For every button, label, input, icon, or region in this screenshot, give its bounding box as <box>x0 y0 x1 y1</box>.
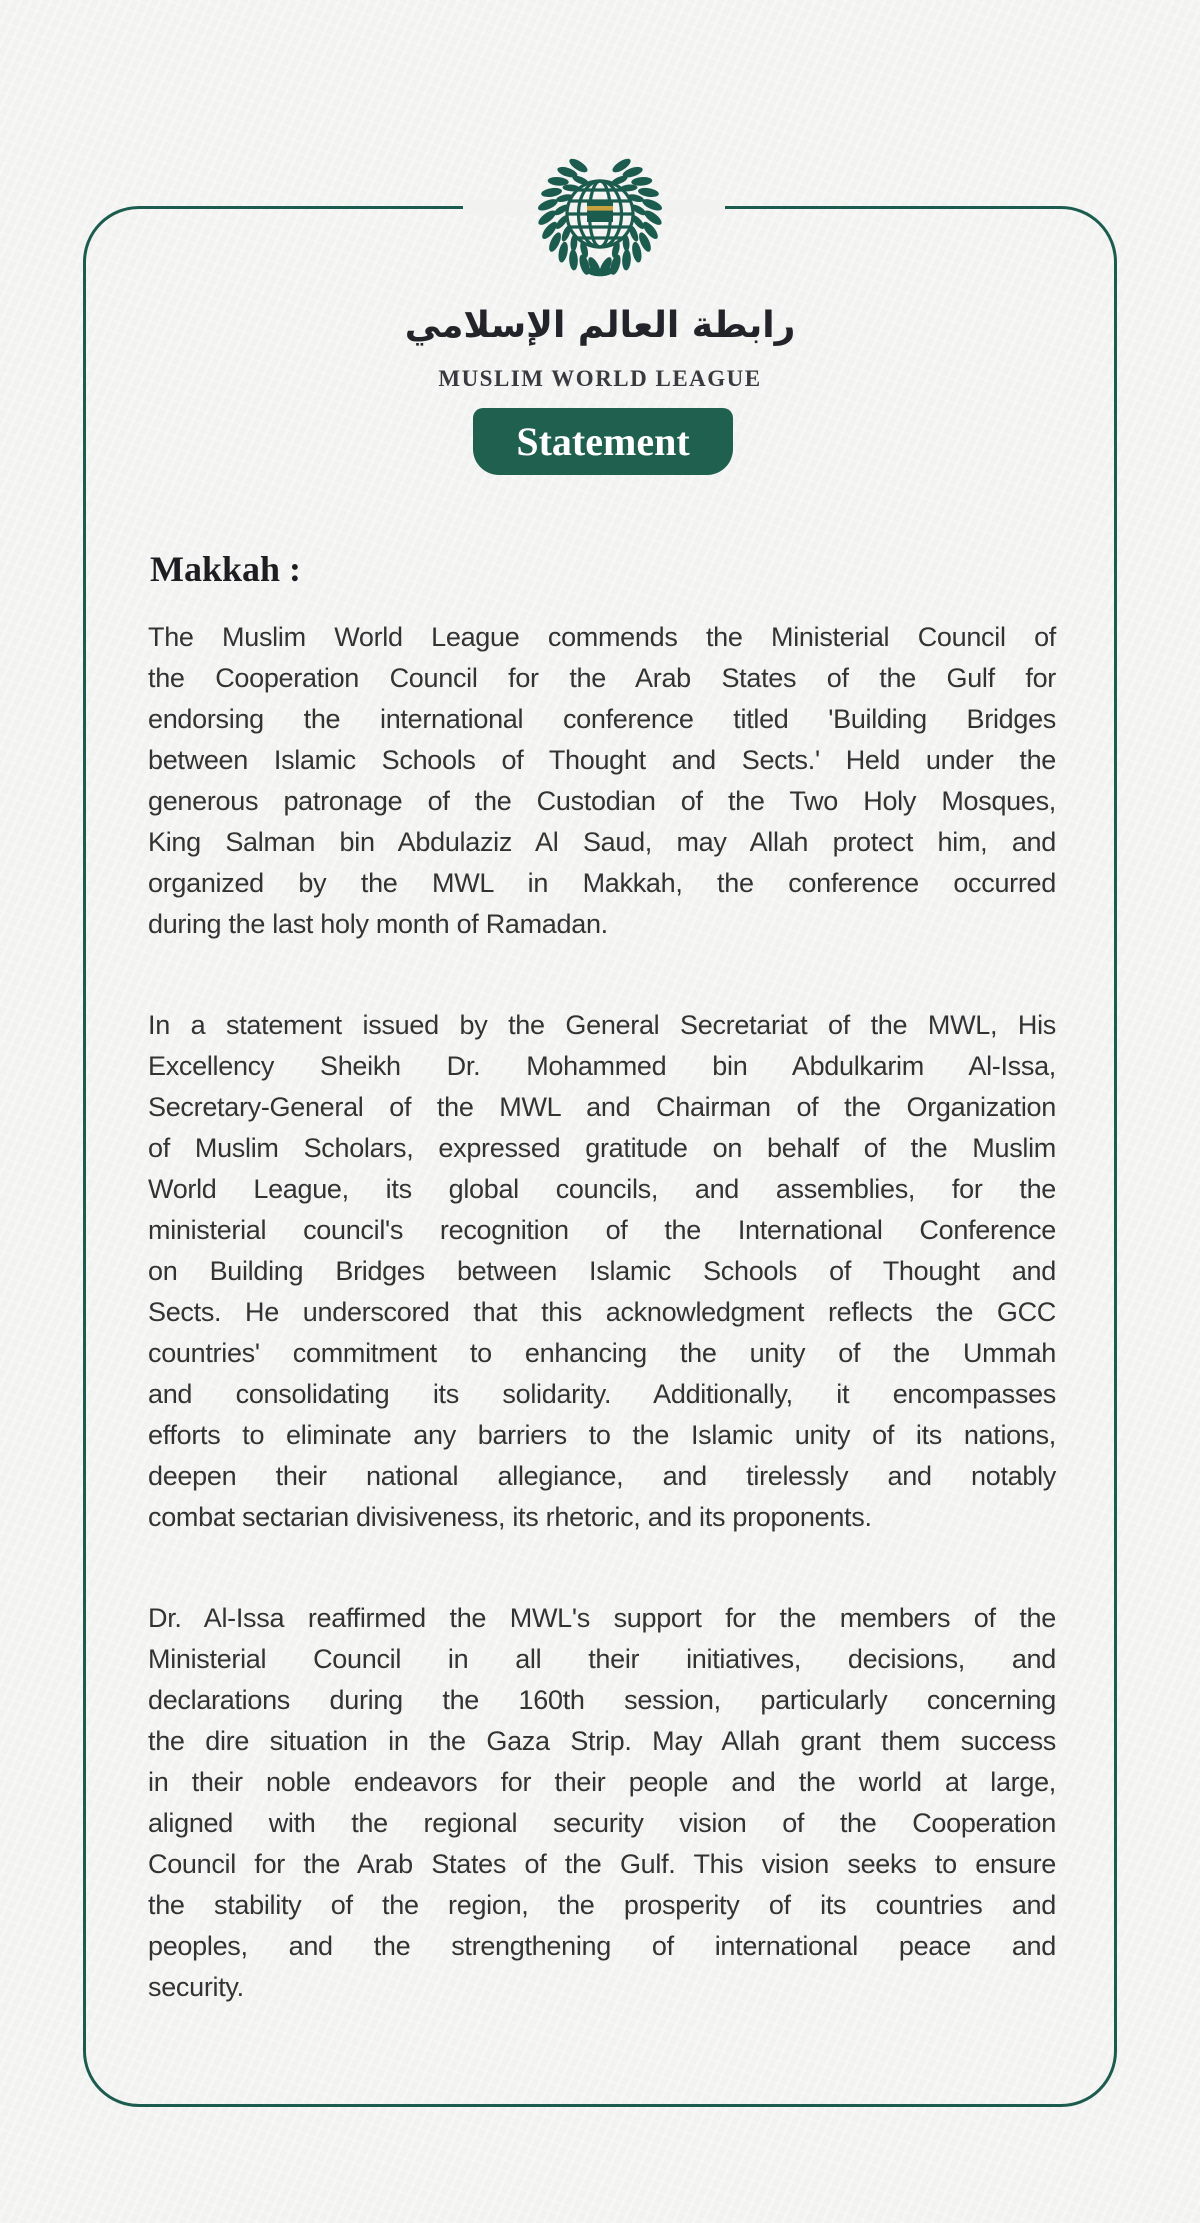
text-line: the Cooperation Council for the Arab States of the Gulf for <box>148 663 1056 693</box>
statement-banner-label: Statement <box>516 419 690 464</box>
statement-heading: Makkah : <box>150 549 302 589</box>
mwl-logo-icon <box>530 148 670 290</box>
text-line: combat sectarian divisiveness, its rhetoric, and its proponents. <box>148 1502 872 1532</box>
text-line: Secretary-General of the MWL and Chairman of the Organization <box>148 1092 1056 1122</box>
text-line: Council for the Arab States of the Gulf. This vision seeks to ensure <box>148 1849 1056 1879</box>
text-line: declarations during the 160th session, particularly concerning <box>148 1685 1056 1715</box>
arabic-brand-name: رابطة العالم الإسلامي <box>404 305 796 346</box>
text-line: peoples, and the strengthening of international peace and <box>148 1931 1056 1961</box>
statement-body <box>148 549 1056 2008</box>
text-line: In a statement issued by the General Secretariat of the MWL, His <box>148 1010 1056 1040</box>
text-line: efforts to eliminate any barriers to the Islamic unity of its nations, <box>148 1420 1056 1450</box>
text-line: endorsing the international conference titled 'Building Bridges <box>148 704 1056 734</box>
text-line: of Muslim Scholars, expressed gratitude on behalf of the Muslim <box>148 1133 1056 1163</box>
text-line: aligned with the regional security vision of the Cooperation <box>148 1808 1056 1838</box>
text-line: The Muslim World League commends the Ministerial Council of <box>148 622 1056 652</box>
text-line: the stability of the region, the prosperity of its countries and <box>148 1890 1056 1920</box>
text-line: security. <box>148 1972 244 2002</box>
statement-paragraph-2 <box>148 1005 1056 1538</box>
kaaba-icon <box>587 202 613 222</box>
statement-paragraph-3 <box>148 1598 1056 2008</box>
text-line: Sects. He underscored that this acknowledgment reflects the GCC <box>148 1297 1056 1327</box>
text-line: deepen their national allegiance, and tirelessly and notably <box>148 1461 1056 1491</box>
statement-banner <box>473 408 733 475</box>
text-line: on Building Bridges between Islamic Schools of Thought and <box>148 1256 1056 1286</box>
text-line: World League, its global councils, and assemblies, for the <box>148 1174 1056 1204</box>
text-line: and consolidating its solidarity. Additionally, it encompasses <box>148 1379 1056 1409</box>
statement-paragraph-1 <box>148 617 1056 945</box>
text-line: Excellency Sheikh Dr. Mohammed bin Abdulkarim Al-Issa, <box>148 1051 1056 1081</box>
text-line: King Salman bin Abdulaziz Al Saud, may Allah protect him, and <box>148 827 1056 857</box>
text-line: organized by the MWL in Makkah, the conference occurred <box>148 868 1056 898</box>
text-line: the dire situation in the Gaza Strip. May Allah grant them success <box>148 1726 1056 1756</box>
text-line: Dr. Al-Issa reaffirmed the MWL's support for the members of the <box>148 1603 1056 1633</box>
text-line: during the last holy month of Ramadan. <box>148 909 608 939</box>
text-line: in their noble endeavors for their people and the world at large, <box>148 1767 1056 1797</box>
latin-brand-name: MUSLIM WORLD LEAGUE <box>438 366 762 391</box>
text-line: Ministerial Council in all their initiatives, decisions, and <box>148 1644 1056 1674</box>
kaaba-gold-band <box>587 206 613 211</box>
text-line: ministerial council's recognition of the International Conference <box>148 1215 1056 1245</box>
text-line: between Islamic Schools of Thought and Sects.' Held under the <box>148 745 1056 775</box>
text-line: countries' commitment to enhancing the unity of the Ummah <box>148 1338 1056 1368</box>
text-line: generous patronage of the Custodian of the Two Holy Mosques, <box>148 786 1056 816</box>
